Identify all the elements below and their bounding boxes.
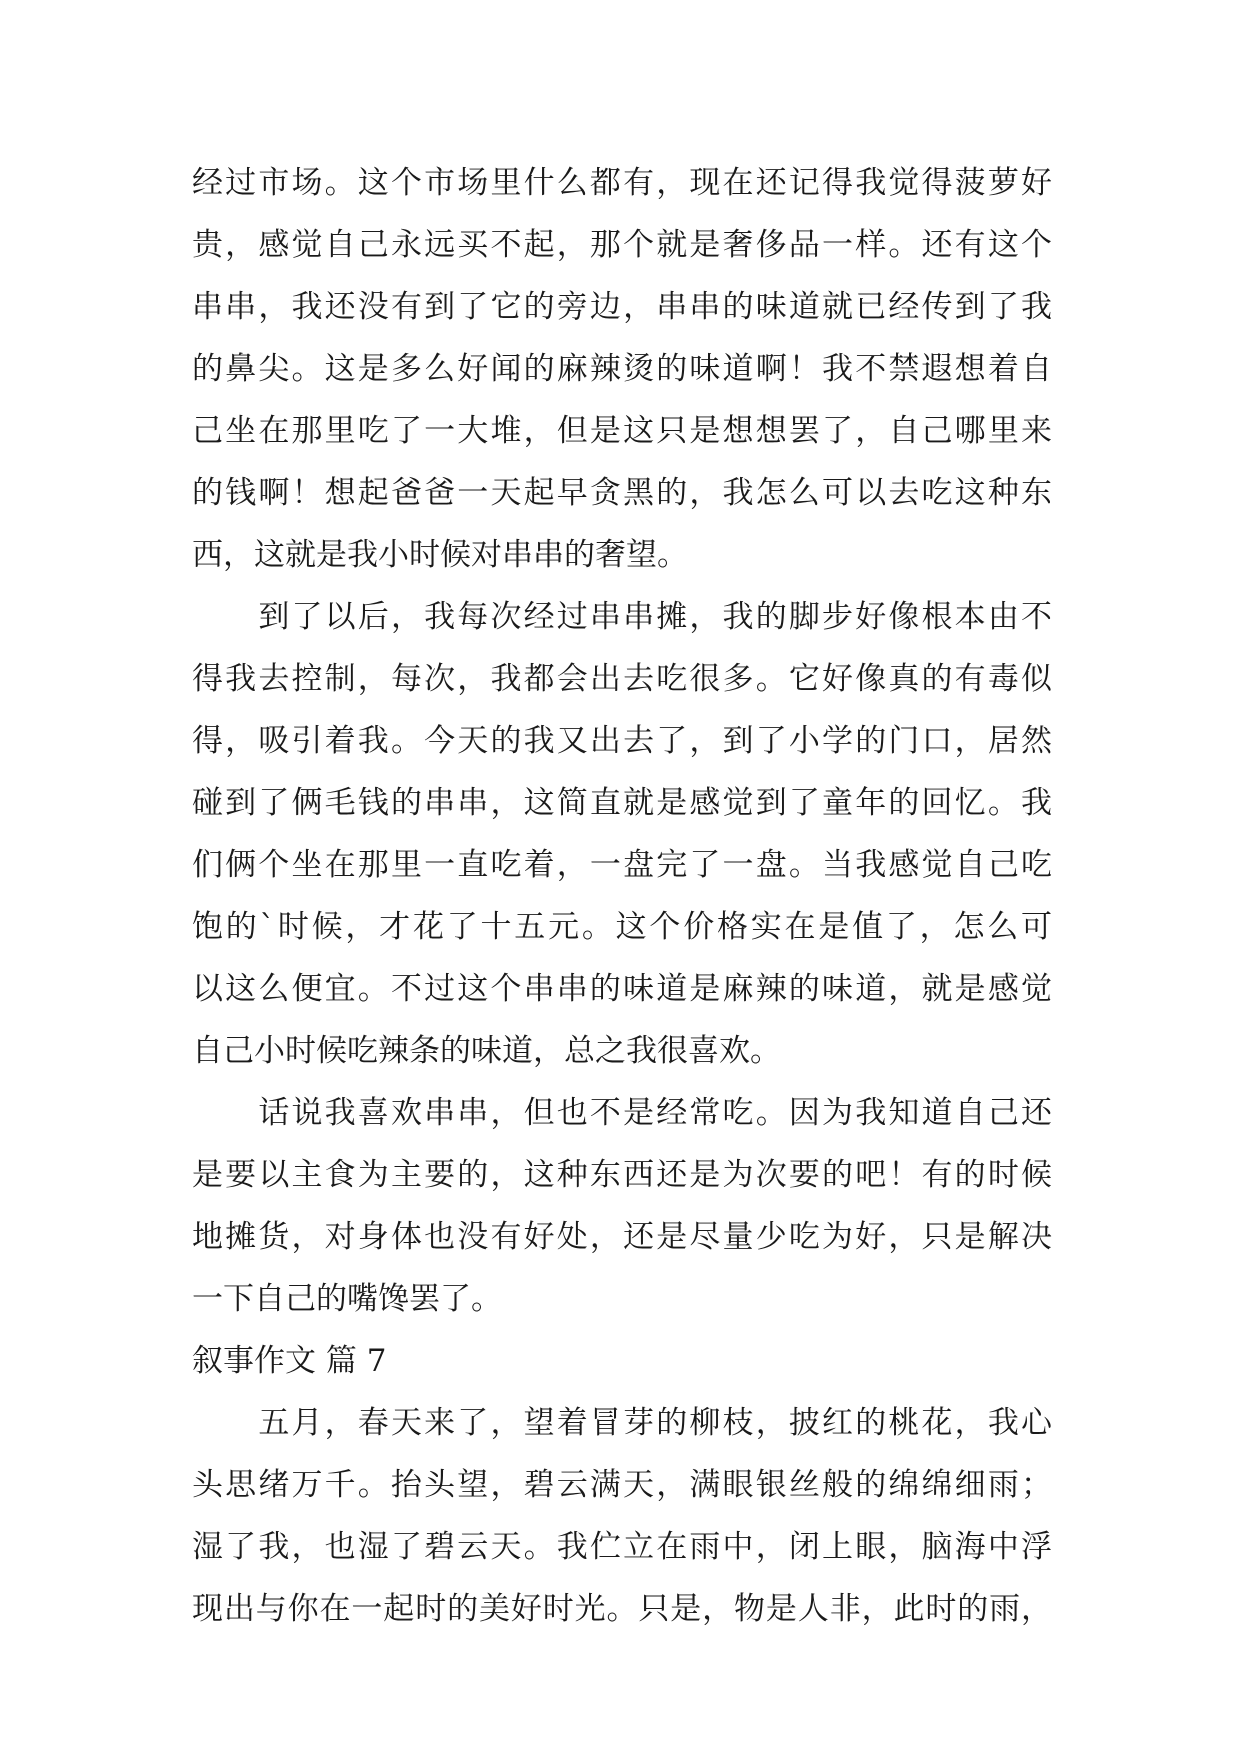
paragraph-3 (192, 1082, 1052, 1330)
text-line: 自己小时候吃辣条的味道，总之我很喜欢。 (192, 1033, 781, 1069)
text-line: 一下自己的嘴馋罢了。 (192, 1281, 502, 1317)
text-line: 的钱啊！想起爸爸一天起早贪黑的，我怎么可以去吃这种东 (192, 475, 1052, 511)
text-line: 五月，春天来了，望着冒芽的柳枝，披红的桃花，我心 (192, 1405, 1052, 1441)
paragraph-1 (192, 152, 1052, 586)
text-line: 话说我喜欢串串，但也不是经常吃。因为我知道自己还 (192, 1095, 1052, 1131)
text-line: 头思绪万千。抬头望，碧云满天，满眼银丝般的绵绵细雨； (192, 1467, 1052, 1503)
text-line: 贵，感觉自己永远买不起，那个就是奢侈品一样。还有这个 (192, 227, 1052, 263)
text-line: 的鼻尖。这是多么好闻的麻辣烫的味道啊！我不禁遐想着自 (192, 351, 1052, 387)
text-line: 湿了我，也湿了碧云天。我伫立在雨中，闭上眼，脑海中浮 (192, 1529, 1052, 1565)
text-line: 碰到了俩毛钱的串串，这简直就是感觉到了童年的回忆。我 (192, 785, 1052, 821)
text-line: 到了以后，我每次经过串串摊，我的脚步好像根本由不 (192, 599, 1052, 635)
text-line: 以这么便宜。不过这个串串的味道是麻辣的味道，就是感觉 (192, 971, 1052, 1007)
text-line: 地摊货，对身体也没有好处，还是尽量少吃为好，只是解决 (192, 1219, 1052, 1255)
text-line: 串串，我还没有到了它的旁边，串串的味道就已经传到了我 (192, 289, 1052, 325)
text-line: 饱的`时候，才花了十五元。这个价格实在是值了，怎么可 (192, 909, 1052, 945)
text-line: 得我去控制，每次，我都会出去吃很多。它好像真的有毒似 (192, 661, 1052, 697)
text-line: 是要以主食为主要的，这种东西还是为次要的吧！有的时候 (192, 1157, 1052, 1193)
text-line: 们俩个坐在那里一直吃着，一盘完了一盘。当我感觉自己吃 (192, 847, 1052, 883)
section-heading: 叙事作文 篇 7 (192, 1343, 387, 1379)
paragraph-2 (192, 586, 1052, 1082)
text-line: 现出与你在一起时的美好时光。只是，物是人非，此时的雨， (192, 1591, 1052, 1627)
text-line: 己坐在那里吃了一大堆，但是这只是想想罢了，自己哪里来 (192, 413, 1052, 449)
text-line: 西，这就是我小时候对串串的奢望。 (192, 537, 688, 573)
text-line: 得，吸引着我。今天的我又出去了，到了小学的门口，居然 (192, 723, 1052, 759)
paragraph-4 (192, 1392, 1052, 1640)
text-line: 经过市场。这个市场里什么都有，现在还记得我觉得菠萝好 (192, 165, 1052, 201)
document-page (192, 152, 1052, 1640)
